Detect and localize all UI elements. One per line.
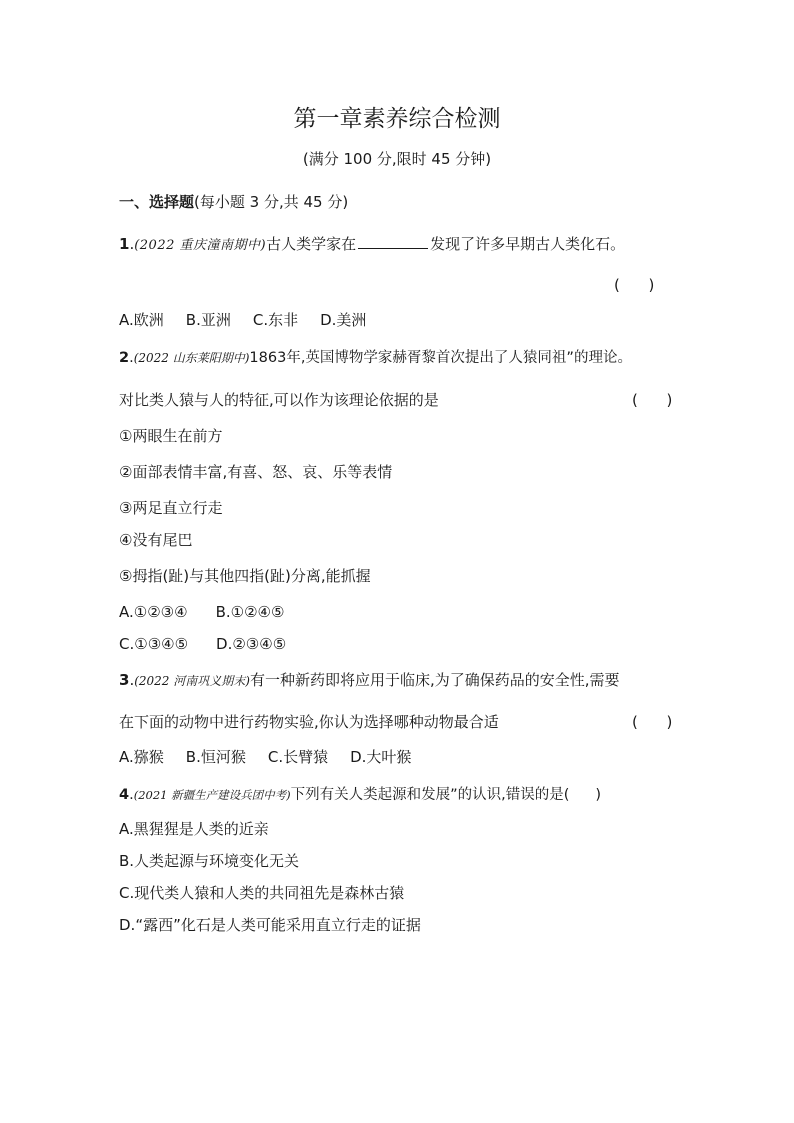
option-a: A.欧洲 xyxy=(119,311,164,329)
question-source: (2022 山东莱阳期中) xyxy=(133,351,250,365)
answer-paren-close: ) xyxy=(595,787,602,803)
statement-item: ④没有尾巴 xyxy=(119,531,193,549)
question-3-options xyxy=(119,746,411,768)
question-text: 1863年,英国博物学家赫胥黎首次提出了人猿同祖”的理论。 xyxy=(249,350,632,366)
question-text: 古人类学家在 xyxy=(266,235,357,253)
statement-item: ⑤拇指(趾)与其他四指(趾)分离,能抓握 xyxy=(119,567,371,585)
question-4-stem: 4.(2021 新疆生产建设兵团中考)下列有关人类起源和发展”的认识,错误的是( ) xyxy=(119,787,602,803)
question-text: 发现了许多早期古人类化石。 xyxy=(430,235,626,253)
section-title: 一、选择题 xyxy=(119,193,195,211)
section-note: (每小题 3 分,共 45 分) xyxy=(194,193,349,211)
option-a: A.黑猩猩是人类的近亲 xyxy=(119,820,269,838)
option-d: D.大叶猴 xyxy=(350,748,412,766)
option-c: C.长臂猿 xyxy=(267,748,329,766)
option-b: B.①②④⑤ xyxy=(215,603,285,621)
question-source: (2022 河南巩义期末) xyxy=(134,674,250,688)
answer-paren: ( ) xyxy=(632,713,673,731)
answer-paren: ( ) xyxy=(632,391,673,409)
answer-blank xyxy=(358,234,428,249)
option-c: C.东非 xyxy=(252,311,299,329)
question-1-stem: 1.(2022 重庆潼南期中)古人类学家在 发现了许多早期古人类化石。 xyxy=(119,235,626,253)
question-number: 1 xyxy=(119,235,130,253)
option-b: B.亚洲 xyxy=(185,311,231,329)
statement-item: ②面部表情丰富,有喜、怒、哀、乐等表情 xyxy=(119,463,393,481)
option-c: C.现代类人猿和人类的共同祖先是森林古猿 xyxy=(119,884,405,902)
question-text: 下列有关人类起源和发展”的认识,错误的是( xyxy=(290,787,570,803)
question-source: (2022 重庆潼南期中) xyxy=(134,238,267,253)
answer-paren: ( ) xyxy=(614,276,655,294)
option-a: A.猕猴 xyxy=(119,748,164,766)
question-2-options-row1 xyxy=(119,601,284,623)
section-heading xyxy=(119,191,348,213)
question-2-stem-line2: 对比类人猿与人的特征,可以作为该理论依据的是 xyxy=(119,391,439,409)
question-source: (2021 新疆生产建设兵团中考) xyxy=(133,788,291,802)
question-3-stem: 3.(2022 河南巩义期末)有一种新药即将应用于临床,为了确保药品的安全性,需要 xyxy=(119,671,620,689)
statement-item: ①两眼生在前方 xyxy=(119,427,223,445)
option-a: A.①②③④ xyxy=(119,603,188,621)
option-c: C.①③④⑤ xyxy=(119,635,189,653)
option-d: D.“露西”化石是人类可能采用直立行走的证据 xyxy=(119,916,421,934)
question-1-options xyxy=(119,309,366,331)
question-number: 2 xyxy=(119,350,130,366)
question-number: 3 xyxy=(119,671,130,689)
question-3-stem-line2: 在下面的动物中进行药物实验,你认为选择哪种动物最合适 xyxy=(119,713,499,731)
option-b: B.恒河猴 xyxy=(185,748,246,766)
question-text: 有一种新药即将应用于临床,为了确保药品的安全性,需要 xyxy=(249,671,620,689)
option-d: D.美洲 xyxy=(320,311,367,329)
option-d: D.②③④⑤ xyxy=(216,635,287,653)
question-number: 4 xyxy=(119,787,130,803)
page-title: 第一章素养综合检测 xyxy=(293,106,501,132)
question-2-stem: 2.(2022 山东莱阳期中)1863年,英国博物学家赫胥黎首次提出了人猿同祖”的理论。 xyxy=(119,350,632,366)
page-subtitle: (满分 100 分,限时 45 分钟) xyxy=(302,150,492,168)
option-b: B.人类起源与环境变化无关 xyxy=(119,852,300,870)
question-2-options-row2 xyxy=(119,633,286,655)
statement-item: ③两足直立行走 xyxy=(119,499,223,517)
